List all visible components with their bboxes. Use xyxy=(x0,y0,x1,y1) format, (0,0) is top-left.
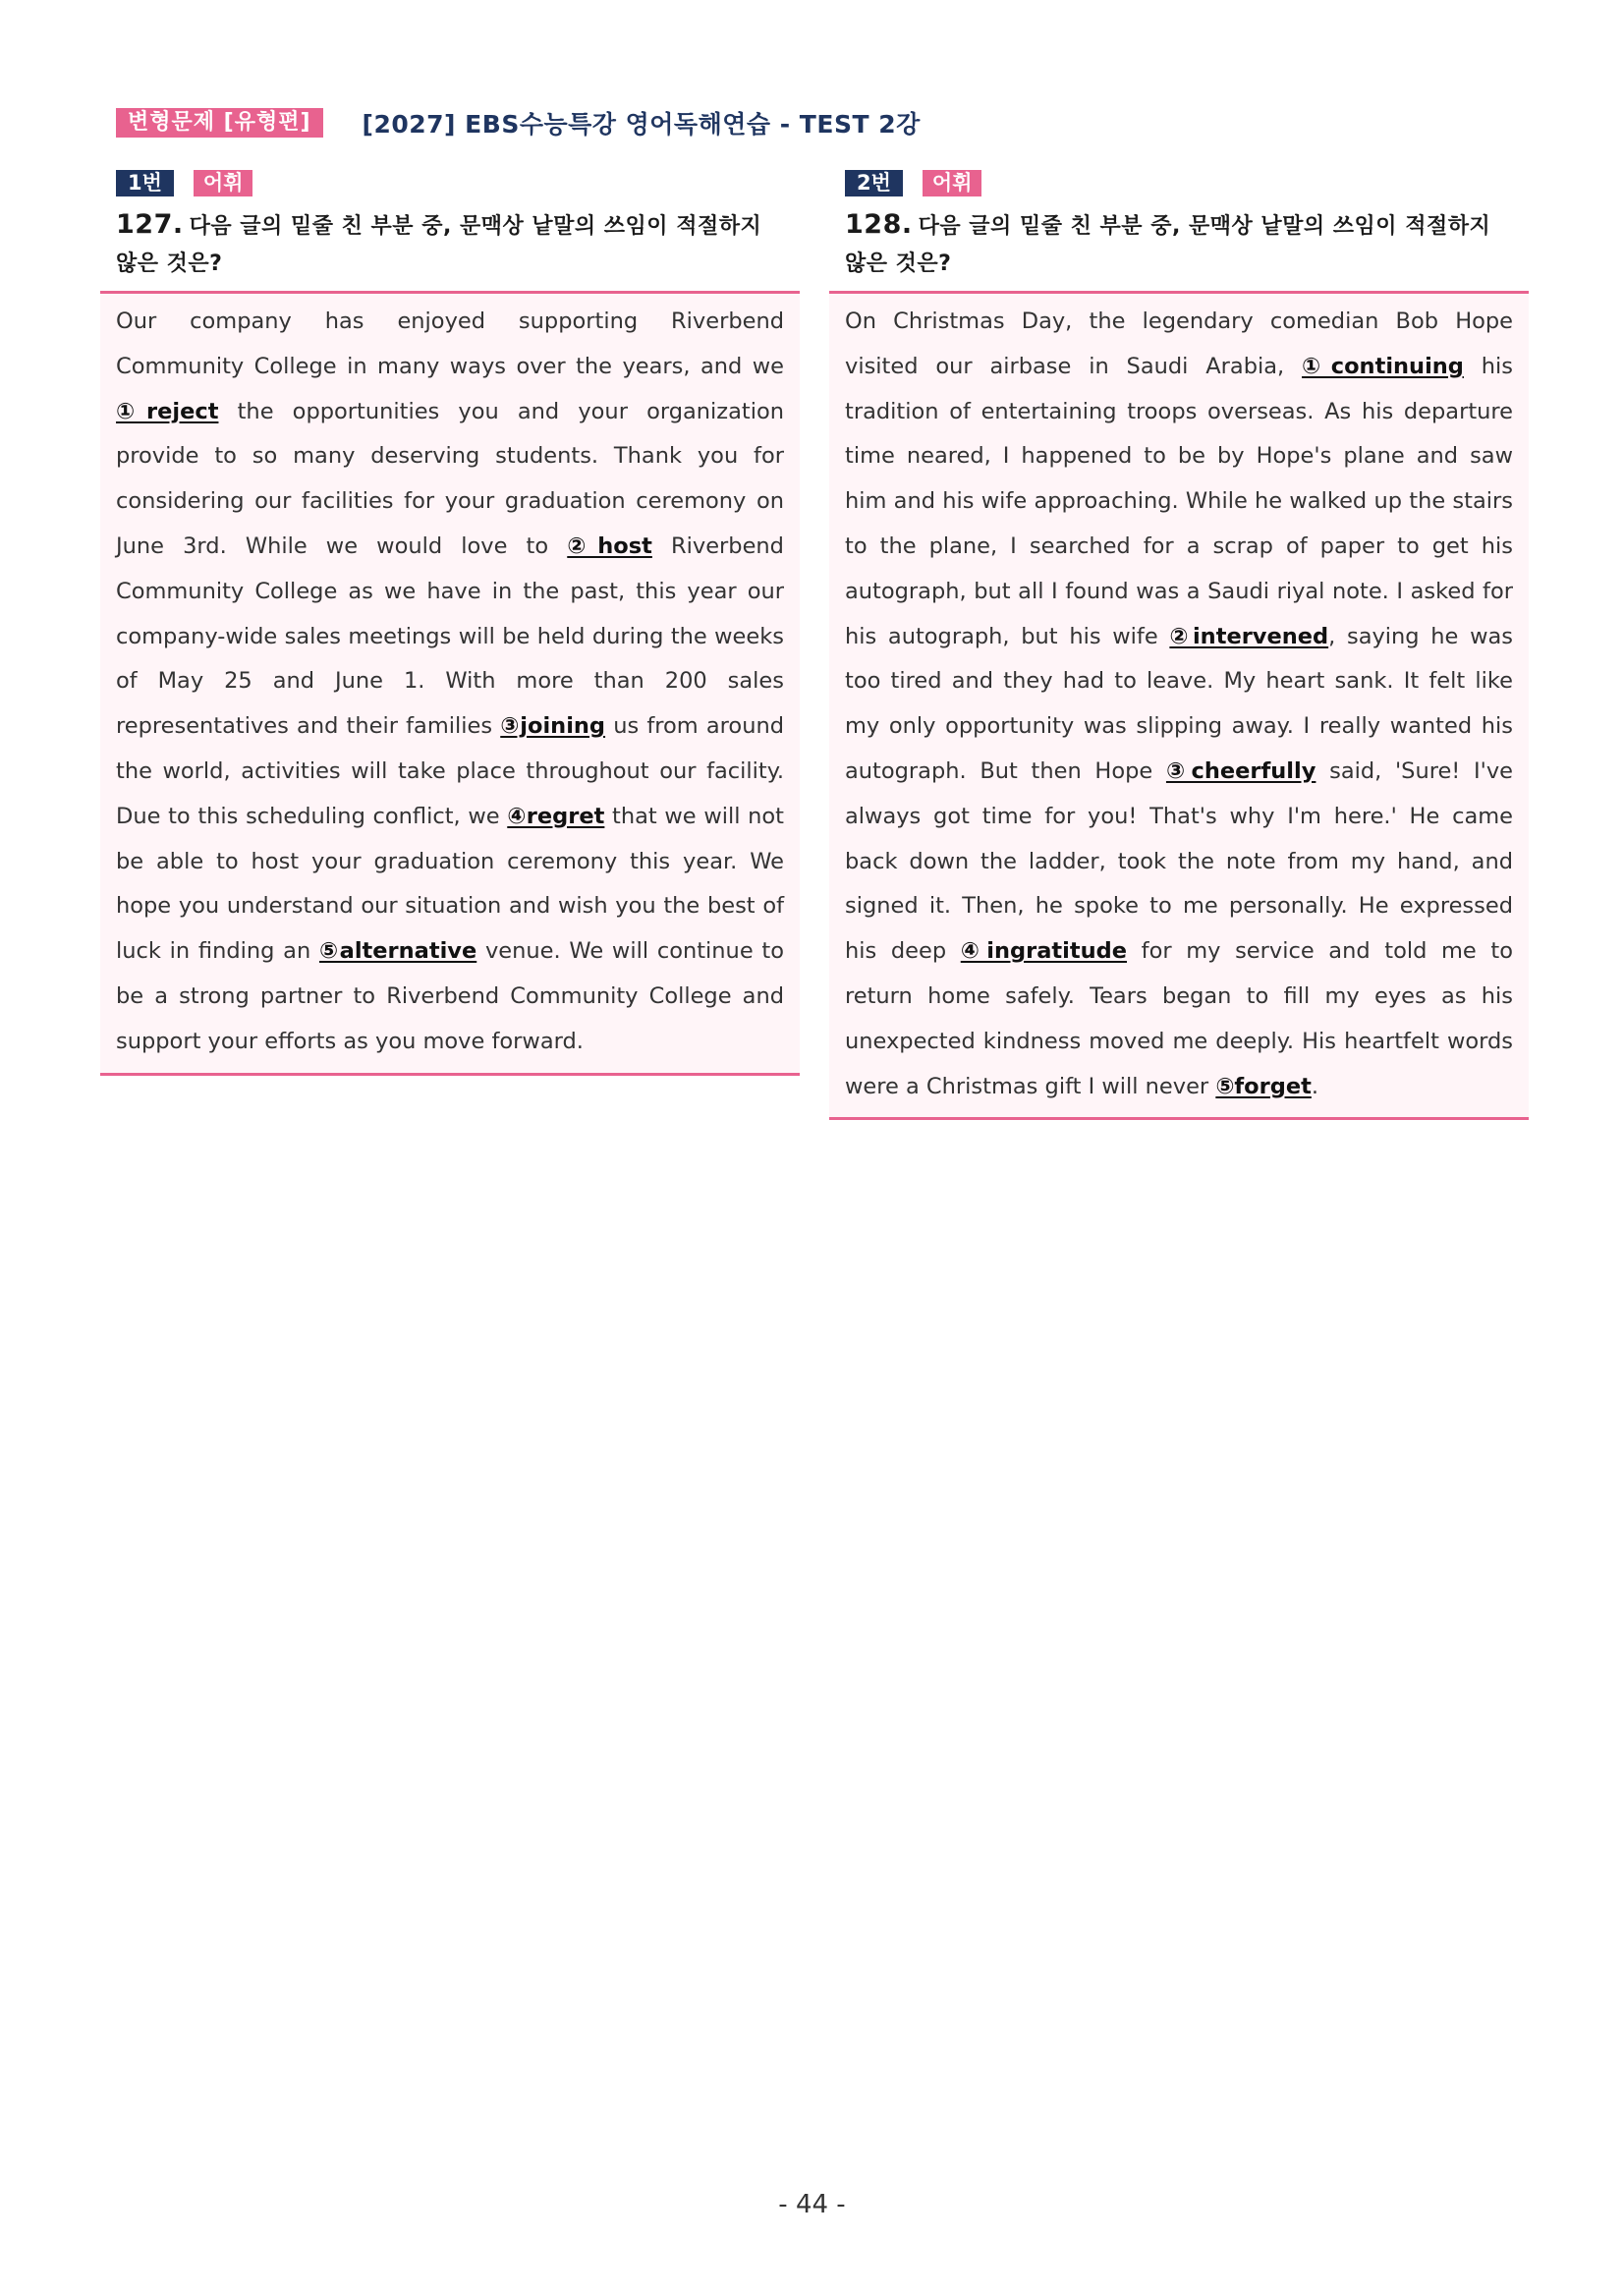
question-labels xyxy=(845,169,1529,196)
passage-segment: us from around the world, activities will take place throughout our facility. Due to this scheduling conflict, we xyxy=(116,713,784,829)
type-tag: 어휘 xyxy=(923,170,982,196)
number-tag: 2번 xyxy=(845,170,903,196)
underlined-word: ①reject xyxy=(116,398,219,424)
underlined-word: ③joining xyxy=(500,713,606,740)
underlined-word: ⑤alternative xyxy=(318,938,477,965)
passage-segment: for my service and told me to return home safely. Tears began to fill my eyes as his unexpected kindness moved me deeply. His heartfelt words were a Christmas gift I will never xyxy=(845,938,1513,1099)
question-128-column xyxy=(829,169,1529,1120)
passage-segment: his tradition of entertaining troops overseas. As his departure time neared, I happened to be by Hope's plane and saw him and his wife approaching. While he walked up the stairs to the plane, I searched for a scrap of paper to get his autograph, but all I found was a Saudi riyal note. I asked for his autograph, but his wife xyxy=(845,353,1513,649)
underlined-word: ④ingratitude xyxy=(960,938,1128,965)
question-labels xyxy=(116,169,800,196)
question-prompt xyxy=(845,206,1513,283)
type-tag: 어휘 xyxy=(194,170,253,196)
question-text: 다음 글의 밑줄 친 부분 중, 문맥상 낱말의 쓰임이 적절하지 않은 것은? xyxy=(116,214,762,276)
underlined-word: ④regret xyxy=(507,803,605,829)
question-text: 다음 글의 밑줄 친 부분 중, 문맥상 낱말의 쓰임이 적절하지 않은 것은? xyxy=(845,214,1491,276)
passage-box xyxy=(100,291,800,1076)
passage-segment: , saying he was too tired and they had to leave. My heart sank. It felt like my only opportunity was slipping away. I really wanted his autograph. But then Hope xyxy=(845,623,1513,784)
passage-text xyxy=(845,300,1513,1109)
passage-segment: venue. We will continue to be a strong partner to Riverbend Community College and support your efforts as you move forward. xyxy=(116,938,784,1054)
underlined-word: ①continuing xyxy=(1302,353,1464,379)
passage-box xyxy=(829,291,1529,1120)
passage-segment: Riverbend Community College as we have in the past, this year our company-wide sales meetings will be held during the weeks of May 25 and June 1. With more than 200 sales representatives and their families xyxy=(116,532,784,740)
page-number: - 44 - xyxy=(778,2190,846,2219)
underlined-word: ⑤forget xyxy=(1215,1073,1312,1099)
passage-segment: that we will not be able to host your graduation ceremony this year. We hope you understand our situation and wish you the best of luck in finding an xyxy=(116,803,784,965)
passage-text xyxy=(116,300,784,1065)
question-number: 128. xyxy=(845,209,913,240)
page-header xyxy=(116,105,921,140)
passage-segment: On Christmas Day, the legendary comedian Bob Hope visited our airbase in Saudi Arabia, xyxy=(845,308,1513,379)
category-tag: 변형문제 [유형편] xyxy=(116,108,323,138)
question-prompt xyxy=(116,206,784,283)
underlined-word: ②host xyxy=(567,532,652,559)
underlined-word: ②intervened xyxy=(1169,623,1329,649)
question-127-column xyxy=(100,169,800,1076)
passage-segment: . xyxy=(1311,1073,1318,1099)
question-number: 127. xyxy=(116,209,184,240)
passage-segment: Our company has enjoyed supporting Riverbend Community College in many ways over the years, and we xyxy=(116,308,784,379)
page-title: [2027] EBS수능특강 영어독해연습 - TEST 2강 xyxy=(362,110,921,139)
number-tag: 1번 xyxy=(116,170,174,196)
underlined-word: ③cheerfully xyxy=(1165,757,1316,784)
passage-segment: said, 'Sure! I've always got time for you! That's why I'm here.' He came back down the ladder, took the note from my hand, and signed it. Then, he spoke to me personally. He expressed his deep xyxy=(845,757,1514,965)
passage-segment: the opportunities you and your organization provide to so many deserving students. Thank you for considering our facilities for your graduation ceremony on June 3rd. While we would love to xyxy=(116,398,784,559)
